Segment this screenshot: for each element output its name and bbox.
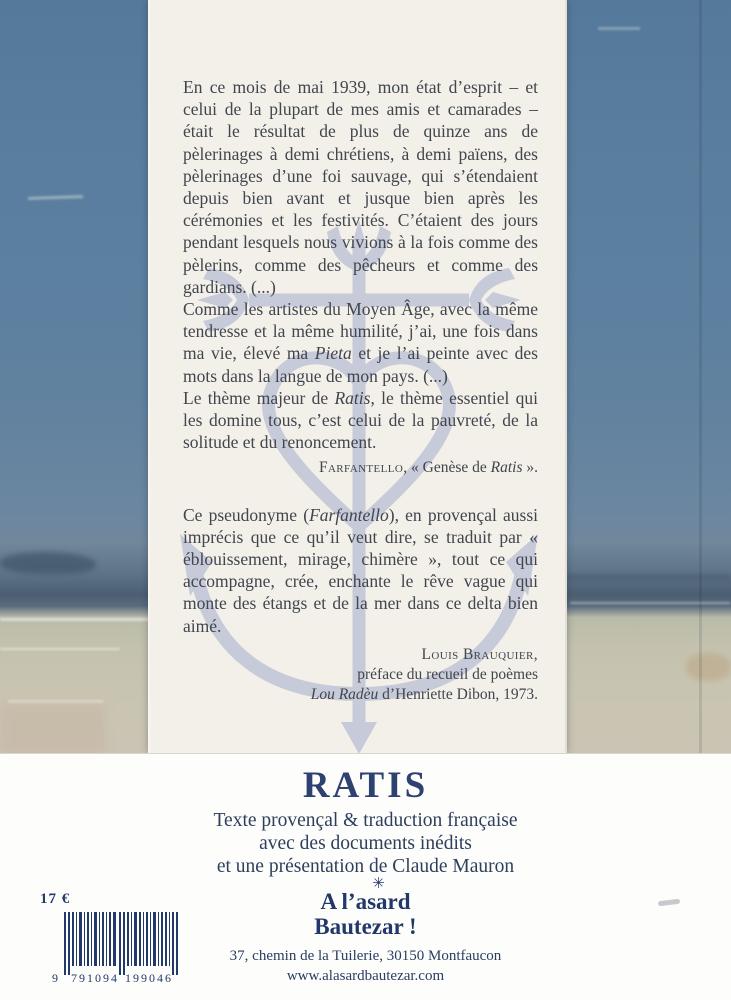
attribution-farfantello: Farfantello, « Genèse de Ratis ». — [318, 459, 538, 477]
publisher-address: 37, chemin de la Tuilerie, 30150 Montfaucon — [229, 948, 502, 964]
beach-highlight — [570, 602, 730, 604]
publisher-website: www.alasardbautezar.com — [286, 968, 445, 984]
publisher-star-icon: ✳ — [372, 876, 385, 892]
book-title: RATIS — [302, 765, 429, 806]
quote-paragraph-1: En ce mois de mai 1939, mon état d’esprit – et celui de la plupart de mes amis et camarades – était le résultat de plus de quinze ans de pèlerinages à demi chrétiens, à demi païens, des pèlerinages d’une foi sauvage, qui s’étendaient depuis bien avant et jusque bien après les cérémonies et les festivités. C’étaient des jours pendant lesquels nous vivions à la fois comme des pèlerins, comme des pêcheurs et comme des gardians. (...) — [183, 77, 538, 297]
sand-patch — [686, 653, 731, 681]
quote-paragraph-4: Ce pseudonyme (Farfantello), en provençal aussi imprécis que ce qu’il veut dire, se traduit par « éblouissement, mirage, chimère », tout ce qui accompagne, crée, enchante le rêve vague qui monte des étangs et de la mer dans ce delta bien aimé. — [183, 504, 538, 636]
sand-patch — [0, 703, 105, 753]
publisher-name-line2: Bautezar ! — [314, 914, 417, 939]
beach-highlight — [0, 618, 150, 621]
sky-streak — [598, 27, 640, 30]
quote-paragraph-3: Le thème majeur de Ratis, le thème essentiel qui les domine tous, c’est celui de la pauvreté, de la solitude et du renoncement. — [183, 387, 538, 453]
beach-highlight — [0, 648, 120, 650]
book-subtitle — [0, 809, 731, 878]
subtitle-line: avec des documents inédits — [259, 833, 472, 854]
quote-panel — [148, 0, 567, 753]
footer-section — [0, 753, 731, 1000]
attribution-brauquier: Louis Brauquier, préface du recueil de poèmes Lou Radèu d’Henriette Dibon, 1973. — [310, 645, 538, 703]
cover-fold-line — [699, 0, 702, 753]
horizon-line — [567, 574, 731, 581]
quote-text-block — [150, 0, 565, 753]
barcode-digits-group2: 199046 — [125, 971, 173, 985]
publisher-name-line1: A l’asard — [320, 889, 411, 914]
subtitle-line: et une présentation de Claude Mauron — [216, 856, 515, 877]
barcode-digit-first: 9 — [52, 971, 58, 985]
headland-shape — [0, 552, 96, 574]
barcode-digits-group1: 791094 — [71, 971, 119, 985]
price-label: 17 € — [40, 891, 71, 907]
barcode — [50, 912, 182, 992]
quote-paragraph-2: Comme les artistes du Moyen Âge, avec la même tendresse et la même humilité, j’ai, une fois dans ma vie, élevé ma Pieta et je l’ai peinte avec des mots dans la langue de mon pays. (...) — [183, 299, 538, 386]
subtitle-line: Texte provençal & traduction française — [213, 810, 518, 831]
sky-streak — [28, 195, 83, 200]
